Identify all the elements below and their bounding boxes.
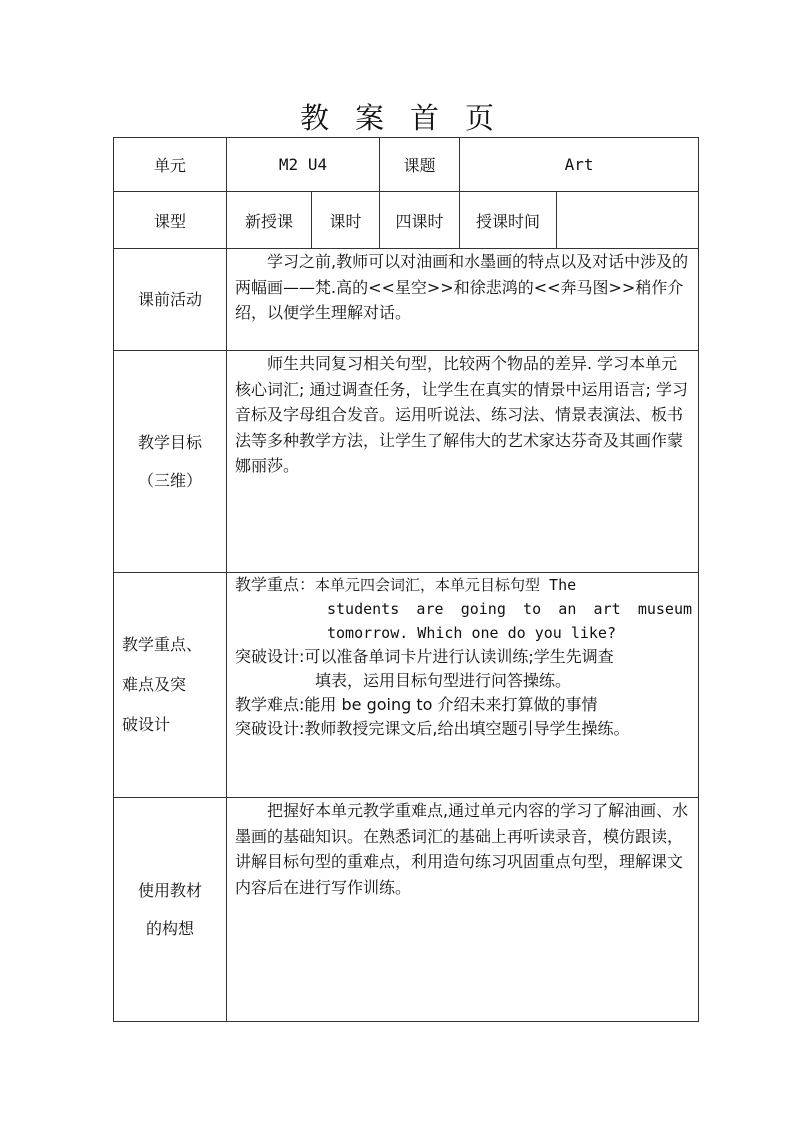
break2-text: 教师教授完课文后,给出填空题引导学生操练。: [304, 719, 630, 738]
objectives-label: [114, 351, 227, 573]
table-row: [114, 573, 699, 798]
key-points-label: [114, 573, 227, 798]
focus-line-1: [235, 573, 692, 597]
difficulty-prefix: 教学难点:: [235, 695, 305, 714]
key-points-label-line1: 教学重点、: [122, 635, 203, 654]
table-row: [114, 351, 699, 573]
table-row: [114, 192, 699, 249]
page-title: 教案首页: [299, 101, 520, 135]
break2-line: [235, 717, 692, 741]
break2-prefix: 突破设计:: [235, 719, 305, 738]
topic-label: 课题: [380, 138, 460, 192]
type-value: 新授课: [227, 192, 312, 249]
material-label-line2: 的构想: [145, 918, 194, 938]
difficulty-line: [235, 693, 692, 717]
material-label-line1: 使用教材: [137, 880, 202, 900]
time-label: 授课时间: [460, 192, 557, 249]
unit-label: 单元: [114, 138, 227, 192]
unit-value: M2 U4: [227, 138, 380, 192]
pre-activity-cell: [227, 249, 699, 351]
pre-activity-text: 学习之前,教师可以对油画和水墨画的特点以及对话中涉及的两幅画——梵.高的<<星空>>和徐悲鸿的<<奔马图>>稍作介绍，以便学生理解对话。: [235, 252, 689, 322]
focus-text-2: students are going to an art museum: [327, 600, 693, 618]
lesson-plan-table: [113, 137, 699, 1022]
key-points-label-line3: 破设计: [122, 715, 171, 734]
material-cell: [227, 798, 699, 1022]
key-points-cell: [227, 573, 699, 798]
break1-text-1: 可以准备单词卡片进行认读训练;学生先调查: [304, 647, 614, 666]
difficulty-text: 能用 be going to 介绍未来打算做的事情: [304, 695, 598, 714]
time-value: [557, 192, 699, 249]
focus-text-3: tomorrow. Which one do you like?: [327, 624, 616, 642]
break1-text-2: 填表，运用目标句型进行问答操练。: [315, 671, 572, 690]
pre-activity-label: 课前活动: [114, 249, 227, 351]
break1-prefix: 突破设计:: [235, 647, 305, 666]
table-row: [114, 249, 699, 351]
table-row: [114, 138, 699, 192]
objectives-text: 师生共同复习相关句型，比较两个物品的差异. 学习本单元核心词汇; 通过调查任务，让学生在真实的情景中运用语言; 学习音标及字母组合发音。运用听说法、练习法、情景表演法、板书法等多种教学方法，让学生了解伟大的艺术家达芬奇及其画作蒙娜丽莎。: [235, 354, 688, 475]
hours-label: 课时: [312, 192, 380, 249]
key-points-label-line2: 难点及突: [122, 675, 187, 694]
material-label: [114, 798, 227, 1022]
objectives-cell: [227, 351, 699, 573]
break1-line-1: [235, 645, 692, 669]
focus-text-1: 本单元四会词汇，本单元目标句型 The: [315, 576, 577, 594]
table-row: [114, 798, 699, 1022]
type-label: 课型: [114, 192, 227, 249]
objectives-label-line1: 教学目标: [137, 432, 202, 452]
focus-prefix: 教学重点：: [235, 575, 316, 594]
hours-value: 四课时: [380, 192, 460, 249]
topic-value: Art: [460, 138, 699, 192]
objectives-label-line2: （三维）: [137, 470, 202, 490]
material-text: 把握好本单元教学重难点,通过单元内容的学习了解油画、水墨画的基础知识。在熟悉词汇的基础上再听读录音，模仿跟读，讲解目标句型的重难点，利用造句练习巩固重点句型，理解课文内容后在进行写作训练。: [235, 801, 689, 897]
